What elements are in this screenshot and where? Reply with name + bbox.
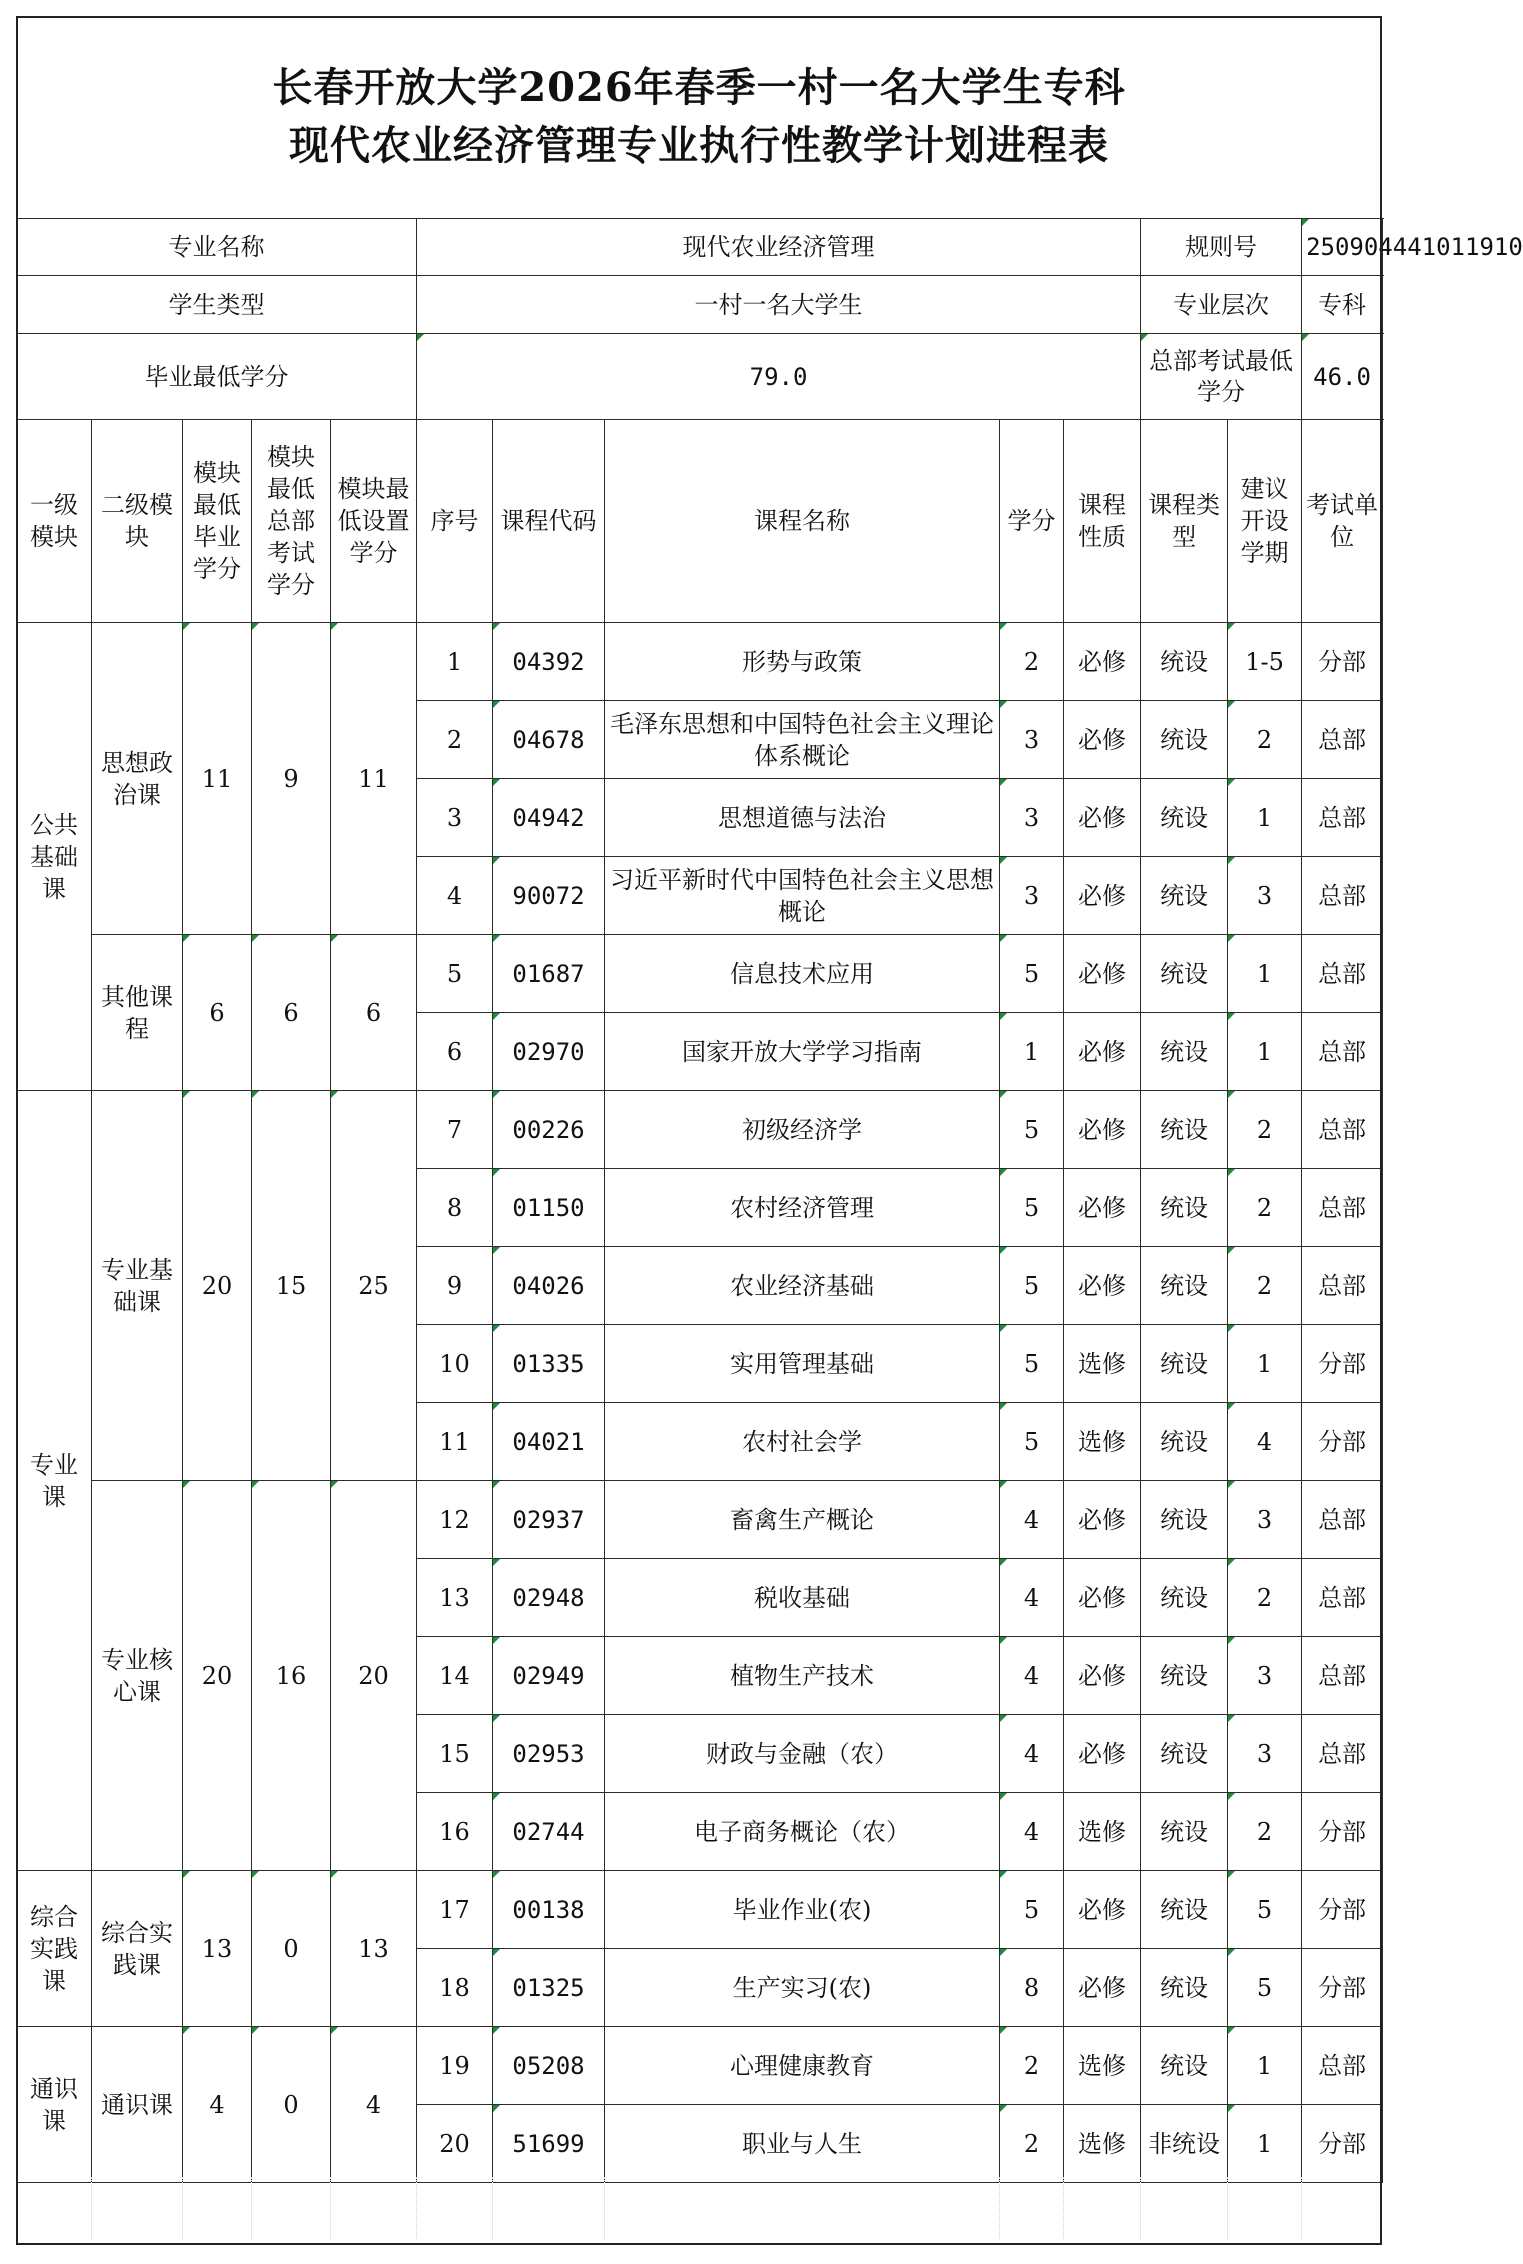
course-credit: 4: [1000, 1481, 1064, 1559]
course-exam-unit: 分部: [1302, 1793, 1383, 1871]
module-min-set-credits: 20: [331, 1481, 417, 1871]
course-seq: 20: [417, 2105, 493, 2183]
course-term: 3: [1228, 1637, 1302, 1715]
course-type: 统设: [1141, 1715, 1228, 1793]
course-exam-unit: 总部: [1302, 1013, 1383, 1091]
course-nature: 选修: [1064, 1325, 1141, 1403]
course-code: 04678: [493, 701, 605, 779]
course-code: 00138: [493, 1871, 605, 1949]
course-code: 04021: [493, 1403, 605, 1481]
module-min-set-credits: 25: [331, 1091, 417, 1481]
course-seq: 4: [417, 857, 493, 935]
module-min-grad-credits: 6: [183, 935, 252, 1091]
course-code: 01335: [493, 1325, 605, 1403]
student-type-value: 一村一名大学生: [417, 276, 1141, 334]
course-exam-unit: 分部: [1302, 2105, 1383, 2183]
header-type: 课程类型: [1141, 420, 1228, 623]
min-credits-label: 毕业最低学分: [17, 334, 417, 420]
course-credit: 3: [1000, 701, 1064, 779]
course-code: 02970: [493, 1013, 605, 1091]
course-credit: 5: [1000, 935, 1064, 1013]
course-nature: 必修: [1064, 935, 1141, 1013]
course-exam-unit: 总部: [1302, 779, 1383, 857]
header-level2: 二级模块: [92, 420, 183, 623]
course-type: 统设: [1141, 1949, 1228, 2027]
course-credit: 4: [1000, 1793, 1064, 1871]
course-exam-unit: 总部: [1302, 1481, 1383, 1559]
course-credit: 5: [1000, 1871, 1064, 1949]
course-type: 统设: [1141, 1091, 1228, 1169]
course-seq: 15: [417, 1715, 493, 1793]
module-min-grad-credits: 11: [183, 623, 252, 935]
course-name: 植物生产技术: [605, 1637, 1000, 1715]
course-credit: 5: [1000, 1325, 1064, 1403]
module-min-grad-credits: 20: [183, 1481, 252, 1871]
course-credit: 4: [1000, 1637, 1064, 1715]
major-name-value: 现代农业经济管理: [417, 219, 1141, 276]
course-seq: 1: [417, 623, 493, 701]
module-min-hq-credits: 9: [252, 623, 331, 935]
title-line-2: 现代农业经济管理专业执行性教学计划进程表: [289, 122, 1109, 169]
course-seq: 3: [417, 779, 493, 857]
outer-frame: [16, 16, 1382, 2245]
course-seq: 17: [417, 1871, 493, 1949]
course-term: 1: [1228, 1013, 1302, 1091]
course-type: 统设: [1141, 623, 1228, 701]
course-code: 04026: [493, 1247, 605, 1325]
course-nature: 必修: [1064, 1637, 1141, 1715]
course-type: 统设: [1141, 1169, 1228, 1247]
header-term: 建议开设学期: [1228, 420, 1302, 623]
course-type: 统设: [1141, 1325, 1228, 1403]
course-nature: 必修: [1064, 1013, 1141, 1091]
course-type: 统设: [1141, 1637, 1228, 1715]
header-exam-unit: 考试单位: [1302, 420, 1383, 623]
level-label: 专业层次: [1141, 276, 1302, 334]
course-nature: 必修: [1064, 1559, 1141, 1637]
module-min-hq-credits: 0: [252, 2027, 331, 2183]
level2-module: 通识课: [92, 2027, 183, 2183]
course-credit: 2: [1000, 2027, 1064, 2105]
course-name: 心理健康教育: [605, 2027, 1000, 2105]
rule-no-label: 规则号: [1141, 219, 1302, 276]
course-credit: 3: [1000, 779, 1064, 857]
level2-module: 综合实践课: [92, 1871, 183, 2027]
level1-module: 公共基础课: [17, 623, 92, 1091]
course-nature: 必修: [1064, 1247, 1141, 1325]
course-type: 统设: [1141, 701, 1228, 779]
course-nature: 选修: [1064, 2105, 1141, 2183]
course-seq: 2: [417, 701, 493, 779]
course-exam-unit: 分部: [1302, 1871, 1383, 1949]
level2-module: 专业基础课: [92, 1091, 183, 1481]
course-term: 3: [1228, 857, 1302, 935]
course-term: 4: [1228, 1403, 1302, 1481]
course-credit: 5: [1000, 1169, 1064, 1247]
course-code: 02949: [493, 1637, 605, 1715]
course-seq: 5: [417, 935, 493, 1013]
rule-no-value: 250904441011910: [1302, 219, 1383, 276]
course-exam-unit: 总部: [1302, 1169, 1383, 1247]
course-seq: 19: [417, 2027, 493, 2105]
level2-module: 专业核心课: [92, 1481, 183, 1871]
course-type: 统设: [1141, 779, 1228, 857]
course-nature: 必修: [1064, 1091, 1141, 1169]
course-name: 初级经济学: [605, 1091, 1000, 1169]
min-credits-value: 79.0: [417, 334, 1141, 420]
course-name: 农村经济管理: [605, 1169, 1000, 1247]
course-code: 02744: [493, 1793, 605, 1871]
course-type: 统设: [1141, 1481, 1228, 1559]
course-name: 习近平新时代中国特色社会主义思想概论: [605, 857, 1000, 935]
header-code: 课程代码: [493, 420, 605, 623]
course-term: 2: [1228, 1559, 1302, 1637]
course-code: 00226: [493, 1091, 605, 1169]
module-min-hq-credits: 0: [252, 1871, 331, 2027]
course-nature: 选修: [1064, 1403, 1141, 1481]
course-term: 5: [1228, 1949, 1302, 2027]
module-min-set-credits: 13: [331, 1871, 417, 2027]
course-credit: 4: [1000, 1559, 1064, 1637]
course-credit: 5: [1000, 1403, 1064, 1481]
course-code: 51699: [493, 2105, 605, 2183]
course-term: 1-5: [1228, 623, 1302, 701]
header-mod-min-set: 模块最低设置学分: [331, 420, 417, 623]
course-type: 统设: [1141, 935, 1228, 1013]
level1-module: 综合实践课: [17, 1871, 92, 2027]
title-line-1: 长春开放大学2026年春季一村一名大学生专科: [272, 64, 1126, 111]
course-exam-unit: 分部: [1302, 1325, 1383, 1403]
course-term: 1: [1228, 1325, 1302, 1403]
course-code: 02937: [493, 1481, 605, 1559]
level1-module: 通识课: [17, 2027, 92, 2183]
course-seq: 8: [417, 1169, 493, 1247]
course-credit: 2: [1000, 2105, 1064, 2183]
course-name: 毛泽东思想和中国特色社会主义理论体系概论: [605, 701, 1000, 779]
course-nature: 选修: [1064, 1793, 1141, 1871]
hq-exam-min-label: 总部考试最低学分: [1141, 334, 1302, 420]
course-type: 统设: [1141, 857, 1228, 935]
course-name: 信息技术应用: [605, 935, 1000, 1013]
course-code: 04942: [493, 779, 605, 857]
course-exam-unit: 总部: [1302, 1247, 1383, 1325]
course-seq: 11: [417, 1403, 493, 1481]
course-code: 04392: [493, 623, 605, 701]
course-exam-unit: 总部: [1302, 1091, 1383, 1169]
level-value: 专科: [1302, 276, 1383, 334]
course-name: 财政与金融（农）: [605, 1715, 1000, 1793]
header-mod-min-hq: 模块最低总部考试学分: [252, 420, 331, 623]
course-exam-unit: 分部: [1302, 623, 1383, 701]
course-nature: 必修: [1064, 1871, 1141, 1949]
course-name: 生产实习(农): [605, 1949, 1000, 2027]
course-term: 2: [1228, 1169, 1302, 1247]
course-code: 01150: [493, 1169, 605, 1247]
course-term: 3: [1228, 1715, 1302, 1793]
course-name: 畜禽生产概论: [605, 1481, 1000, 1559]
module-min-grad-credits: 13: [183, 1871, 252, 2027]
course-name: 国家开放大学学习指南: [605, 1013, 1000, 1091]
module-min-hq-credits: 16: [252, 1481, 331, 1871]
course-exam-unit: 总部: [1302, 701, 1383, 779]
course-name: 思想道德与法治: [605, 779, 1000, 857]
course-name: 实用管理基础: [605, 1325, 1000, 1403]
course-type: 统设: [1141, 1559, 1228, 1637]
course-seq: 7: [417, 1091, 493, 1169]
course-nature: 必修: [1064, 1169, 1141, 1247]
course-term: 1: [1228, 2027, 1302, 2105]
course-name: 形势与政策: [605, 623, 1000, 701]
course-seq: 13: [417, 1559, 493, 1637]
header-level1: 一级模块: [17, 420, 92, 623]
course-type: 统设: [1141, 1013, 1228, 1091]
course-seq: 6: [417, 1013, 493, 1091]
module-min-grad-credits: 4: [183, 2027, 252, 2183]
course-type: 统设: [1141, 1871, 1228, 1949]
course-seq: 14: [417, 1637, 493, 1715]
course-term: 2: [1228, 1247, 1302, 1325]
course-term: 2: [1228, 701, 1302, 779]
course-seq: 9: [417, 1247, 493, 1325]
course-nature: 必修: [1064, 623, 1141, 701]
level2-module: 思想政治课: [92, 623, 183, 935]
course-seq: 12: [417, 1481, 493, 1559]
course-code: 01325: [493, 1949, 605, 2027]
course-exam-unit: 总部: [1302, 1637, 1383, 1715]
course-term: 3: [1228, 1481, 1302, 1559]
module-min-set-credits: 11: [331, 623, 417, 935]
module-min-set-credits: 4: [331, 2027, 417, 2183]
course-type: 非统设: [1141, 2105, 1228, 2183]
course-exam-unit: 分部: [1302, 1403, 1383, 1481]
course-credit: 5: [1000, 1091, 1064, 1169]
course-code: 05208: [493, 2027, 605, 2105]
course-term: 1: [1228, 935, 1302, 1013]
header-name: 课程名称: [605, 420, 1000, 623]
level1-module: 专业课: [17, 1091, 92, 1871]
module-min-set-credits: 6: [331, 935, 417, 1091]
course-type: 统设: [1141, 1247, 1228, 1325]
course-term: 1: [1228, 2105, 1302, 2183]
course-nature: 必修: [1064, 857, 1141, 935]
hq-exam-min-value: 46.0: [1302, 334, 1383, 420]
course-credit: 3: [1000, 857, 1064, 935]
course-exam-unit: 总部: [1302, 935, 1383, 1013]
course-code: 01687: [493, 935, 605, 1013]
course-credit: 4: [1000, 1715, 1064, 1793]
header-seq: 序号: [417, 420, 493, 623]
course-exam-unit: 总部: [1302, 857, 1383, 935]
course-nature: 必修: [1064, 779, 1141, 857]
course-code: 02953: [493, 1715, 605, 1793]
course-code: 02948: [493, 1559, 605, 1637]
course-term: 2: [1228, 1091, 1302, 1169]
course-nature: 选修: [1064, 2027, 1141, 2105]
course-credit: 5: [1000, 1247, 1064, 1325]
header-credit: 学分: [1000, 420, 1064, 623]
course-nature: 必修: [1064, 1481, 1141, 1559]
course-type: 统设: [1141, 1403, 1228, 1481]
course-nature: 必修: [1064, 1715, 1141, 1793]
course-exam-unit: 总部: [1302, 1559, 1383, 1637]
course-seq: 18: [417, 1949, 493, 2027]
module-min-hq-credits: 6: [252, 935, 331, 1091]
module-min-hq-credits: 15: [252, 1091, 331, 1481]
course-seq: 16: [417, 1793, 493, 1871]
course-name: 毕业作业(农): [605, 1871, 1000, 1949]
course-name: 职业与人生: [605, 2105, 1000, 2183]
course-exam-unit: 总部: [1302, 2027, 1383, 2105]
header-mod-min-grad: 模块最低毕业学分: [183, 420, 252, 623]
course-nature: 必修: [1064, 701, 1141, 779]
header-nature: 课程性质: [1064, 420, 1141, 623]
course-credit: 2: [1000, 623, 1064, 701]
course-type: 统设: [1141, 2027, 1228, 2105]
course-credit: 8: [1000, 1949, 1064, 2027]
course-type: 统设: [1141, 1793, 1228, 1871]
course-name: 农村社会学: [605, 1403, 1000, 1481]
course-credit: 1: [1000, 1013, 1064, 1091]
course-term: 2: [1228, 1793, 1302, 1871]
major-name-label: 专业名称: [17, 219, 417, 276]
course-name: 税收基础: [605, 1559, 1000, 1637]
course-name: 电子商务概论（农）: [605, 1793, 1000, 1871]
course-name: 农业经济基础: [605, 1247, 1000, 1325]
course-code: 90072: [493, 857, 605, 935]
module-min-grad-credits: 20: [183, 1091, 252, 1481]
course-exam-unit: 总部: [1302, 1715, 1383, 1793]
course-term: 5: [1228, 1871, 1302, 1949]
course-term: 1: [1228, 779, 1302, 857]
student-type-label: 学生类型: [17, 276, 417, 334]
course-seq: 10: [417, 1325, 493, 1403]
course-nature: 必修: [1064, 1949, 1141, 2027]
level2-module: 其他课程: [92, 935, 183, 1091]
course-exam-unit: 分部: [1302, 1949, 1383, 2027]
